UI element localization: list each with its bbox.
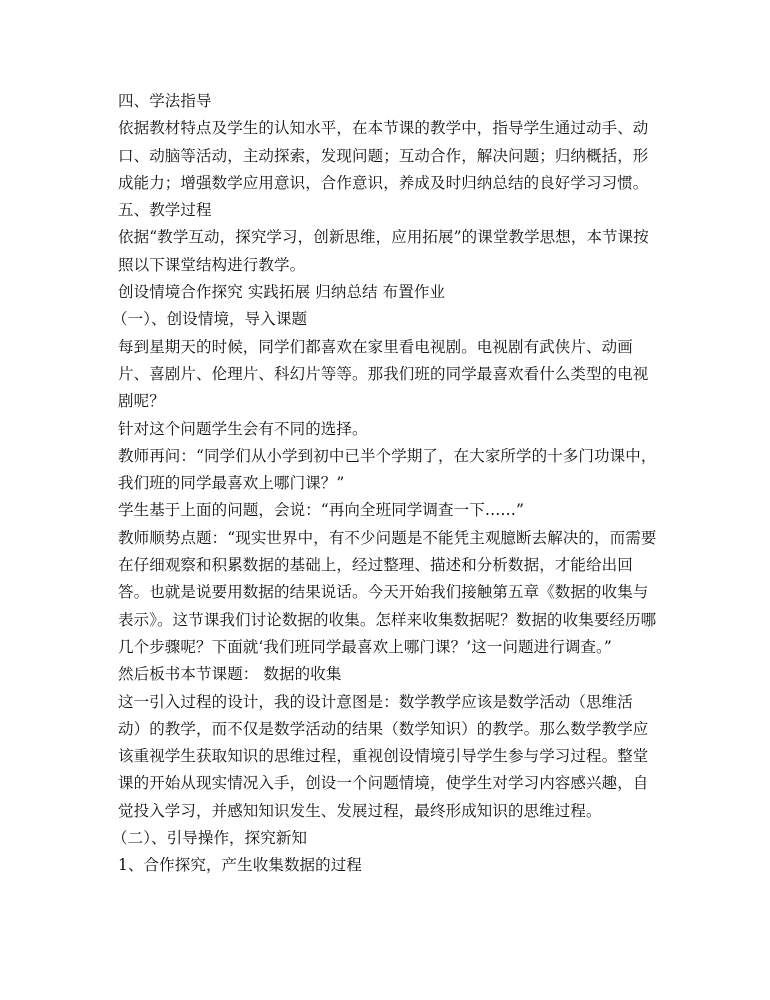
paragraph-line: 该重视学生获取知识的思维过程，重视创设情境引导学生参与学习过程。整堂 xyxy=(118,747,649,766)
paragraph-line: 这一引入过程的设计，我的设计意图是：数学教学应该是数学活动（思维活 xyxy=(118,692,633,711)
subsection-heading-1: （一）、创设情境，导入课题 xyxy=(112,310,308,329)
section-heading-study-method: 四、学法指导 xyxy=(118,92,212,110)
paragraph-line: 口、动脑等活动，主动探索，发现问题；互动合作，解决问题；归纳概括，形 xyxy=(118,146,649,165)
paragraph-line: 每到星期天的时候，同学们都喜欢在家里看电视剧。电视剧有武侠片、动画 xyxy=(118,337,633,356)
paragraph-line: 课的开始从现实情况入手，创设一个问题情境，使学生对学习内容感兴趣，自 xyxy=(118,774,649,793)
paragraph-line: 几个步骤呢？下面就‘我们班同学最喜欢上哪门课？’这一问题进行调查。” xyxy=(118,637,612,656)
paragraph-line: 觉投入学习，并感知知识发生、发展过程，最终形成知识的思维过程。 xyxy=(118,801,602,820)
document-page xyxy=(112,88,658,880)
paragraph-line: 剧呢？ xyxy=(118,392,165,411)
paragraph-line: 依据教材特点及学生的认知水平，在本节课的教学中，指导学生通过动手、动 xyxy=(118,119,649,138)
paragraph-line: 照以下课堂结构进行教学。 xyxy=(118,255,306,274)
board-title-line: 然后板书本节课题： 数据的收集 xyxy=(118,665,342,684)
paragraph-line: 学生基于上面的问题，会说：“再向全班同学调查一下……” xyxy=(118,501,525,520)
structure-line: 创设情境合作探究 实践拓展 归纳总结 布置作业 xyxy=(118,283,446,302)
section-heading-teaching-process: 五、教学过程 xyxy=(118,201,212,220)
paragraph-line: 依据“教学互动，探究学习，创新思维，应用拓展”的课堂教学思想，本节课按 xyxy=(118,228,649,247)
paragraph-line: 我们班的同学最喜欢上哪门课？” xyxy=(118,474,345,493)
paragraph-line: 教师顺势点题：“现实世界中，有不少问题是不能凭主观臆断去解决的，而需要 xyxy=(118,528,657,547)
paragraph-line: 针对这个问题学生会有不同的选择。 xyxy=(118,419,368,438)
paragraph-line: 成能力；增强数学应用意识，合作意识，养成及时归纳总结的良好学习习惯。 xyxy=(118,173,649,192)
subsection-heading-2: （二）、引导操作，探究新知 xyxy=(112,829,308,848)
paragraph-line: 表示》。这节课我们讨论数据的收集。怎样来收集数据呢？数据的收集要经历哪 xyxy=(118,610,657,629)
paragraph-line: 片、喜剧片、伦理片、科幻片等等。那我们班的同学最喜欢看什么类型的电视 xyxy=(118,364,649,383)
paragraph-line: 在仔细观察和积累数据的基础上，经过整理、描述和分析数据，才能给出回 xyxy=(118,556,633,575)
paragraph-line: 动）的教学，而不仅是数学活动的结果（数学知识）的教学。那么数学教学应 xyxy=(118,719,649,738)
numbered-item-line: 1、合作探究，产生收集数据的过程 xyxy=(118,856,362,875)
paragraph-line: 答。也就是说要用数据的结果说话。今天开始我们接触第五章《数据的收集与 xyxy=(118,583,649,602)
paragraph-line: 教师再问：“同学们从小学到初中已半个学期了，在大家所学的十多门功课中， xyxy=(118,446,657,465)
